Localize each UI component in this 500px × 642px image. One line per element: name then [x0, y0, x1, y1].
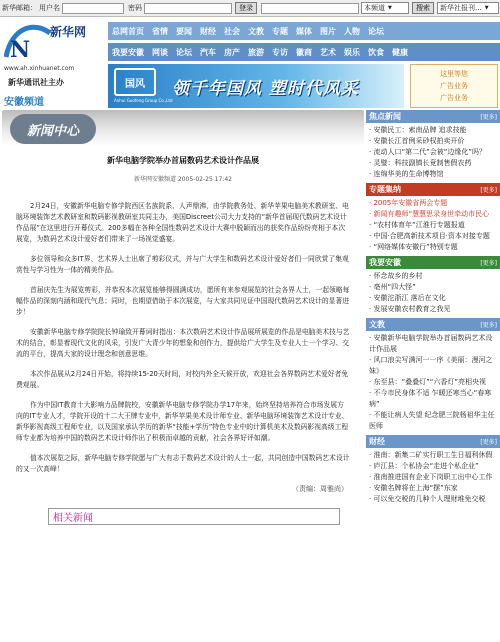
sidebar-section-title: 专题集纳	[369, 185, 401, 194]
search-input[interactable]	[261, 3, 359, 14]
sidebar-section-header	[366, 110, 500, 123]
logo-subtitle: 新华通讯社主办	[8, 78, 64, 87]
sidebar-news-link[interactable]: · 风口浪尖写满河一一序《美丽：漫河之妹》	[369, 356, 493, 375]
main-nav-item[interactable]: 论坛	[368, 26, 384, 36]
sidebar-section-header	[366, 256, 500, 269]
sub-nav-item[interactable]: 娱乐	[344, 47, 360, 57]
main-nav-item[interactable]: 总网首页	[112, 26, 144, 36]
banner-seal: 国风	[114, 68, 156, 96]
main-nav-item[interactable]: 文教	[248, 26, 264, 36]
sidebar-section-header	[366, 183, 500, 196]
article-paragraph: 值本次展览之际，新华电脑专修学院愿与广大有志于数码艺术设计的人士一起，共同创造中国数码艺术设计的又一次高峰！	[16, 454, 350, 473]
sidebar-news-link[interactable]: · 发展安徽农村教育之我见	[369, 305, 451, 313]
search-scope-select[interactable]	[361, 2, 409, 14]
sidebar-news-link[interactable]: · 安徽沱浙江 落后在文化	[369, 294, 446, 302]
sidebar-section-header	[366, 318, 500, 331]
sidebar-news-link[interactable]: · 流动人口“第二代”会被“边缘化”吗？	[369, 148, 486, 156]
sidebar-news-link[interactable]: · 不能让病人失望 纪念肥三院杨祖华主任医师	[369, 411, 495, 430]
ad-contact-box[interactable]	[410, 64, 498, 108]
main-nav-item[interactable]: 省情	[152, 26, 168, 36]
more-link[interactable]: [更多]	[480, 322, 497, 329]
main-nav	[108, 22, 500, 40]
sidebar-news-link[interactable]: · 安徽民工：索南品牌 追求技能	[369, 126, 467, 134]
ad-banner[interactable]	[108, 64, 404, 108]
sidebar-section-title: 文教	[369, 320, 385, 329]
password-label: 密码	[128, 4, 142, 12]
sidebar-list	[366, 123, 500, 183]
sub-nav-item[interactable]: 汽车	[200, 47, 216, 57]
main-nav-item[interactable]: 社会	[224, 26, 240, 36]
main-nav-item[interactable]: 要闻	[176, 26, 192, 36]
sub-nav-item[interactable]: 健康	[392, 47, 408, 57]
sidebar-news-link[interactable]: · 淮南：新集二矿实行职工生日福利休假	[369, 451, 493, 459]
site-select[interactable]	[437, 2, 499, 14]
login-bar	[0, 0, 500, 17]
sidebar-section-header	[366, 435, 500, 448]
sidebar-news-link[interactable]: · “农村体育年”江淮行专题报道	[369, 221, 465, 229]
more-link[interactable]: [更多]	[480, 439, 497, 446]
chevron-down-icon: ▼	[484, 5, 489, 11]
login-button[interactable]: 登录	[235, 2, 257, 14]
site-select-value: 新华社报刊...	[440, 4, 482, 12]
sidebar-news-link[interactable]: · 可以免交税的几种个人理财堆免交税	[369, 495, 486, 503]
sub-nav-item[interactable]: 网谈	[152, 47, 168, 57]
sidebar-section-title: 我要安徽	[369, 258, 401, 267]
article	[2, 110, 364, 642]
article-paragraph: 安徽新华电脑专修学院院长钟瑜致开幕词时指出：本次数码艺术设计作品展所展览的作品是电脑美术技与艺术的结合，彰显着现代文化的风采，引发广大青少年的想象和创作力，提供给广大学生及专业人士一个学习、交流的平台，提高大家的设计理念和创意思维。	[16, 328, 350, 358]
more-link[interactable]: [更多]	[480, 114, 497, 121]
sub-nav-item[interactable]: 论坛	[176, 47, 192, 57]
search-scope-value: 本频道	[364, 4, 385, 12]
more-link[interactable]: [更多]	[480, 187, 497, 194]
article-paragraph: 首届庆先生为展览剪彩，并恭祝本次展览能够得圆满成功，愿所有来参观展览的社会各界人士，一起领略每幅作品的深刻内涵和现代气息；同时，也期望借助于本次展览，与大家共同见证中国现代数码艺术设计的显著进步！	[16, 286, 350, 316]
article-paragraph: 作为中国IT教育十大影响力品牌院校，安徽新华电脑专修学院办学17年来，始终坚持培养符合市场发展方向的IT专业人才，学院开设的十二大王牌专业中，新华苹果美术设计师专业、新华电脑环境装饰艺术设计专业、新华影视高级工程师专业，以及国家承认学历的新华“技能+学历”特色专业中的计算机美术及数码影视高级工程师专业都为培养中国的数码艺术设计师作出了积极而卓越的贡献，社会各界好评如潮。	[16, 401, 349, 442]
more-link[interactable]: [更多]	[480, 260, 497, 267]
chevron-down-icon: ▼	[388, 5, 392, 11]
sidebar-news-link[interactable]: · 不今市民身体不适 乍暖还寒当心“春寒病”	[369, 389, 492, 408]
site-url: www.ah.xinhuanet.com	[4, 65, 75, 72]
sidebar-news-link[interactable]: · 中国·合肥高新技术项目·资本对接专题	[369, 232, 490, 240]
sidebar-news-link[interactable]: · 连绵华美的生命博物馆	[369, 170, 444, 178]
svg-text:N: N	[10, 37, 31, 61]
sub-nav-item[interactable]: 房产	[224, 47, 240, 57]
sidebar-news-link[interactable]: · 怀念故乡的乡村	[369, 272, 423, 280]
article-header	[2, 110, 364, 146]
sidebar-news-link[interactable]: · “网络媒体安徽行”特别专题	[369, 243, 458, 251]
sidebar-list	[366, 331, 500, 435]
article-editor: （责编：周雅尚）	[292, 485, 348, 493]
ad-contact-line[interactable]: 广告业务	[440, 82, 468, 90]
mail-label: 新华邮箱：	[2, 4, 37, 12]
username-label: 用户名	[39, 4, 60, 12]
related-news-box	[48, 508, 340, 525]
site-logo[interactable]	[0, 17, 96, 109]
logo-cn-text: 新华网	[50, 25, 87, 39]
main-nav-item[interactable]: 人物	[344, 26, 360, 36]
ad-contact-line[interactable]: 这里等您	[440, 70, 468, 78]
username-input[interactable]	[62, 3, 124, 14]
main-nav-item[interactable]: 专题	[272, 26, 288, 36]
sub-nav-item[interactable]: 艺术	[320, 47, 336, 57]
sub-nav	[108, 43, 500, 61]
sub-nav-item[interactable]: 专访	[272, 47, 288, 57]
sub-nav-item[interactable]: 我要安徽	[112, 47, 144, 57]
sidebar-news-link[interactable]: · 东至县：“叠叠灯”“六香灯”亮相央视	[369, 378, 486, 386]
article-title: 新华电脑学院举办首届数码艺术设计作品展	[107, 156, 259, 165]
sidebar-section-title: 焦点新闻	[369, 112, 401, 121]
article-body	[2, 201, 364, 475]
banner-company: Anhui Guofeng Group Co.,Ltd	[114, 98, 173, 103]
search-button[interactable]: 搜索	[412, 2, 434, 14]
channel-name: 安徽频道	[4, 97, 44, 108]
article-paragraph: 2月24日，安徽新华电脑专修学院西区名族院系、人声鼎沸，由学院教务处、新华苹果电脑美术教研室、电脑环境装饰艺术教研室和数码影视教研室共同主办，美国Discreet公司大力支持的“新华首届现代数码艺术设计作品展”在这里进行开幕仪式。200多幅在各种全国性数码艺术设计大赛中脱颖而出的获奖作品纷纷亮相于本次展览，为数码艺术设计爱好者们带来了一场视觉盛宴。	[16, 202, 349, 243]
password-input[interactable]	[144, 3, 232, 14]
main-nav-item[interactable]: 媒体	[296, 26, 312, 36]
sub-nav-item[interactable]: 旅游	[248, 47, 264, 57]
sidebar-list	[366, 448, 500, 508]
article-paragraph: 本次作品展从2月24日开始，将持续15-20天时间，对校内外全天候开放，欢迎社会各界数码艺术爱好者免费观展。	[16, 370, 349, 389]
main-nav-item[interactable]: 图片	[320, 26, 336, 36]
article-meta: 新华网安徽频道 2005-02-25 17:42	[134, 176, 232, 183]
sidebar-news-link[interactable]: · 新闻有趣师“慧慧思录身世牵动市民心	[369, 210, 490, 218]
sub-nav-item[interactable]: 徽商	[296, 47, 312, 57]
sidebar-news-link[interactable]: · 淮南推进国有企业下岗职工出中心工作	[369, 473, 493, 481]
sidebar-news-link[interactable]: · 亳州“四大怪”	[369, 283, 416, 291]
sidebar-news-link[interactable]: · 安徽长江首例采砂权拍卖开价	[369, 137, 465, 145]
main-nav-item[interactable]: 财经	[200, 26, 216, 36]
sidebar-news-link[interactable]: · 灵璧：科技副镇长竟制售假农药	[369, 159, 472, 167]
sidebar-list	[366, 269, 500, 318]
article-paragraph: 多位领导和众多IT界、艺术界人士出席了剪彩仪式，并与广大学生和数码艺术设计爱好者们一同欣赏了集观赏性与学习性为一体的精美作品。	[16, 255, 349, 274]
sidebar-list	[366, 196, 500, 256]
sidebar-news-link[interactable]: · 安徽名牌将在上海“摆”东家	[369, 484, 458, 492]
banner-slogan: 领千年国风 塑时代风采	[172, 79, 359, 99]
sidebar-news-link[interactable]: · 2005年安徽省两会专题	[369, 199, 448, 207]
right-sidebar	[366, 110, 500, 508]
sub-nav-item[interactable]: 饮食	[368, 47, 384, 57]
related-news-title: 相关新闻	[53, 513, 93, 524]
sidebar-news-link[interactable]: · 庐江县：个私协会“走进个私企业”	[369, 462, 479, 470]
ad-contact-line[interactable]: 广告业务	[440, 94, 468, 102]
sidebar-news-link[interactable]: · 安徽新华电脑学院举办首届数码艺术设计作品展	[369, 334, 493, 353]
news-center-badge: 新闻中心	[10, 114, 96, 144]
sidebar-section-title: 财经	[369, 437, 385, 446]
